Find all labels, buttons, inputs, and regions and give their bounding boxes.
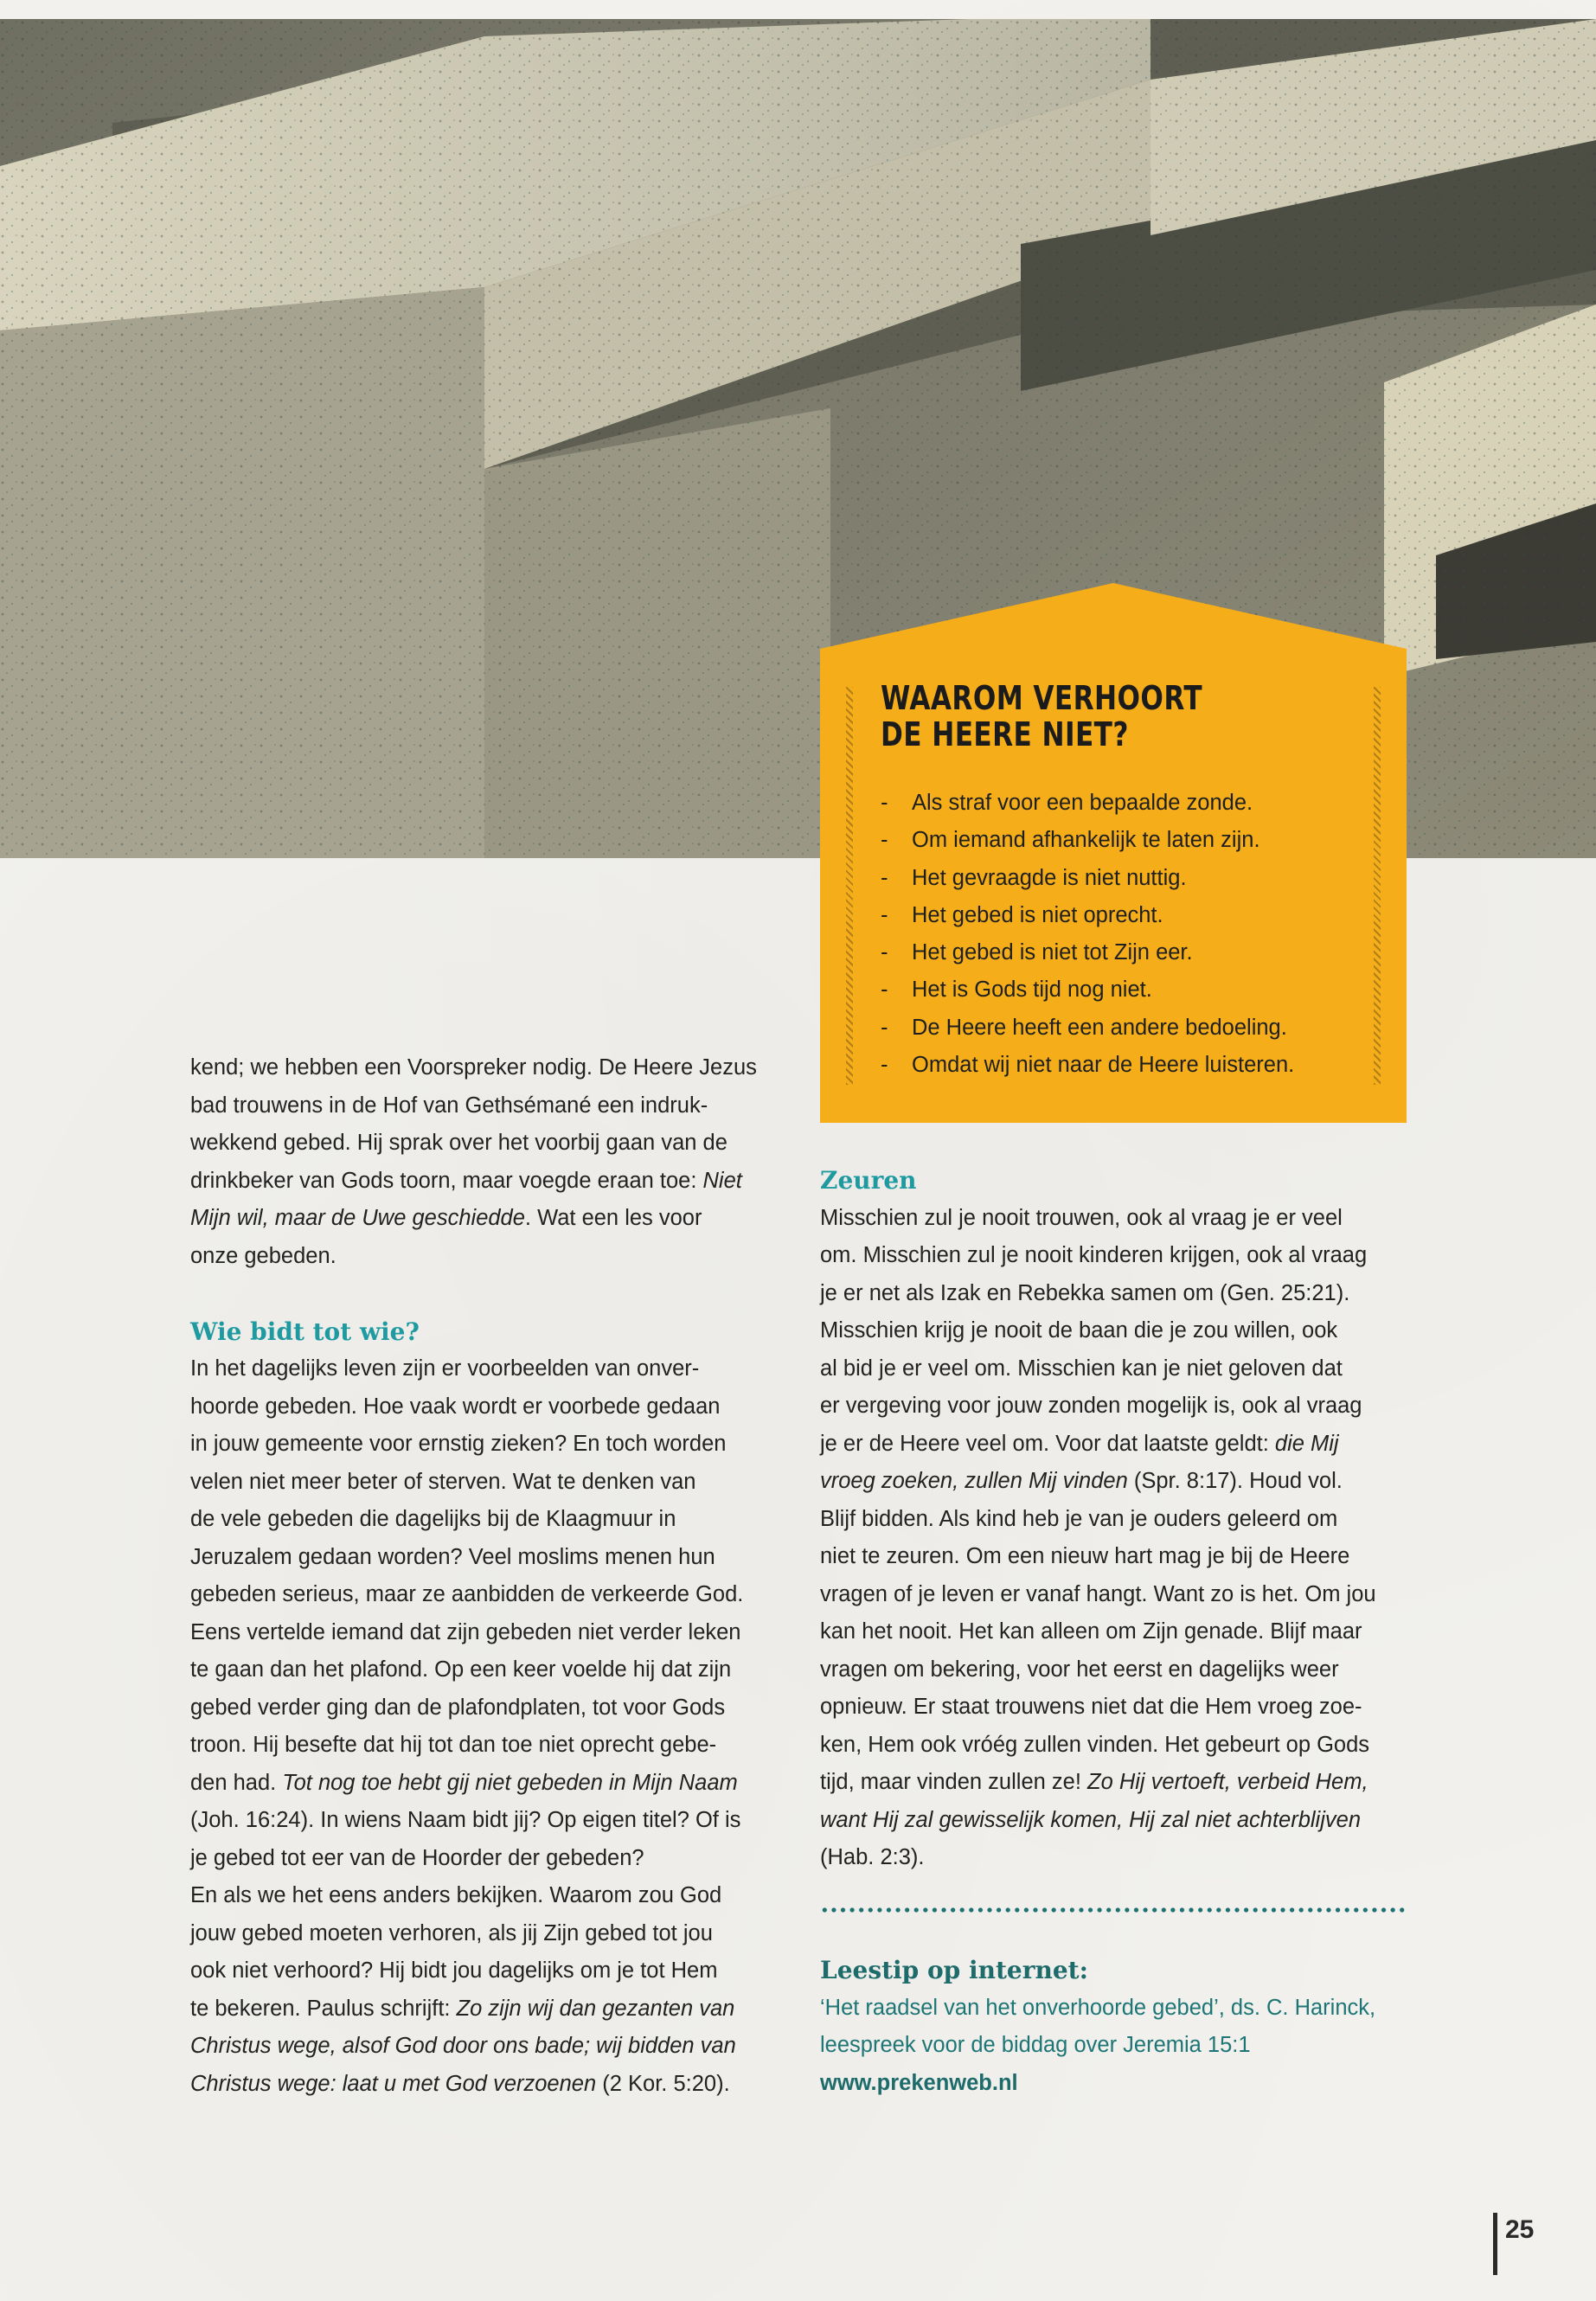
left-column: kend; we hebben een Voorspreker nodig. De Heere Jezus bad trouwens in de Hof van Gethsémané een indruk- wekkend gebed. Hij sprak over het voorbij gaan van de drinkbeker van Gods toorn, maar voegde eraan toe: Niet Mijn wil, maar de Uwe geschiedde. Wat een les voor onze gebeden. Wie bidt tot wie? In het dagelijks leven zijn er voorbeelden van onver- hoorde gebeden. Hoe vaak wordt er voorbede gedaan in jouw gemeente voor ernstig zieken? En toch worden velen niet meer beter of sterven. Wat te denken van de vele gebeden die dagelijks bij de Klaagmuur in Jeruzalem gedaan worden? Veel moslims menen hun gebeden serieus, maar ze aanbidden de verkeerde God. Eens vertelde iemand dat zijn gebeden niet verder leken te gaan dan het plafond. Op een keer voelde hij dat zijn gebed verder ging dan de plafondplaten, tot voor Gods troon. Hij besefte dat hij tot dan toe niet oprecht gebe- den had. Tot nog toe hebt gij niet gebeden in Mijn Naam (Joh. 16:24). In wiens Naam bidt jij? Op eigen titel? Of is je gebed tot eer van de Hoorder der gebeden? En als we het eens anders bekijken. Waarom zou God jouw gebed moeten verhoren, als jij Zijn gebed tot jou ook niet verhoord? Hij bidt jou dagelijks om je tot Hem te bekeren. Paulus schrijft: Zo zijn wij dan gezanten van Christus wege, alsof God door ons bade; wij bidden van Christus wege: laat u met God verzoenen (2 Kor. 5:20).	[190, 1049, 787, 2103]
right-column: Zeuren Misschien zul je nooit trouwen, ook al vraag je er veel om. Misschien zul je nooit kinderen krijgen, ook al vraag je er net als Izak en Rebekka samen om (Gen. 25:21). Misschien krijg je nooit de baan die je zou willen, ook al bid je er veel om. Misschien kan je niet geloven dat er vergeving voor jouw zonden mogelijk is, ook al vraag je er de Heere veel om. Voor dat laatste geldt: die Mij vroeg zoeken, zullen Mij vinden (Spr. 8:17). Houd vol. Blijf bidden. Als kind heb je van je ouders geleerd om niet te zeuren. Om een nieuw hart mag je bij de Heere vragen of je leven er vanaf hangt. Want zo is het. Om jou kan het nooit. Het kan alleen om Zijn genade. Blijf maar vragen om bekering, voor het eerst en dagelijks weer opnieuw. Er staat trouwens niet dat die Hem vroeg zoe- ken, Hem ook vróég zullen vinden. Het gebeurt op Gods tijd, maar vinden zullen ze! Zo Hij vertoeft, verbeid Hem, want Hij zal gewisselijk komen, Hij zal niet achterblijven (Hab. 2:3).	[820, 1162, 1408, 1877]
list-item: - Het gebed is niet oprecht.	[881, 897, 1294, 934]
reading-tip	[820, 1952, 1408, 2102]
list-item: - De Heere heeft een andere bedoeling.	[881, 1009, 1294, 1047]
section-heading: Zeuren	[820, 1166, 917, 1195]
section-heading: Wie bidt tot wie?	[190, 1317, 420, 1346]
list-item: - Het gebed is niet tot Zijn eer.	[881, 934, 1294, 971]
tip-line: ‘Het raadsel van het onverhoorde gebed’, ds. C. Harinck,	[820, 1995, 1376, 2020]
list-item: - Om iemand afhankelijk te laten zijn.	[881, 822, 1294, 859]
callout-box	[820, 583, 1407, 1123]
tip-url-link[interactable]: www.prekenweb.nl	[820, 2070, 1018, 2095]
callout-hatch-left	[846, 687, 853, 1085]
callout-hatch-right	[1374, 687, 1381, 1085]
callout-title: WAAROM VERHOORT DE HEERE NIET?	[881, 679, 1202, 753]
callout-list	[881, 785, 1294, 1084]
dotted-divider	[820, 1907, 1407, 1913]
page-number: 25	[1505, 2215, 1535, 2244]
list-item: - Omdat wij niet naar de Heere luisteren.	[881, 1047, 1294, 1084]
tip-line: leespreek voor de biddag over Jeremia 15:1	[820, 2033, 1251, 2057]
list-item: - Het gevraagde is niet nuttig.	[881, 860, 1294, 897]
list-item: - Het is Gods tijd nog niet.	[881, 971, 1294, 1009]
tip-heading: Leestip op internet:	[820, 1956, 1088, 1984]
list-item: - Als straf voor een bepaalde zonde.	[881, 785, 1294, 822]
